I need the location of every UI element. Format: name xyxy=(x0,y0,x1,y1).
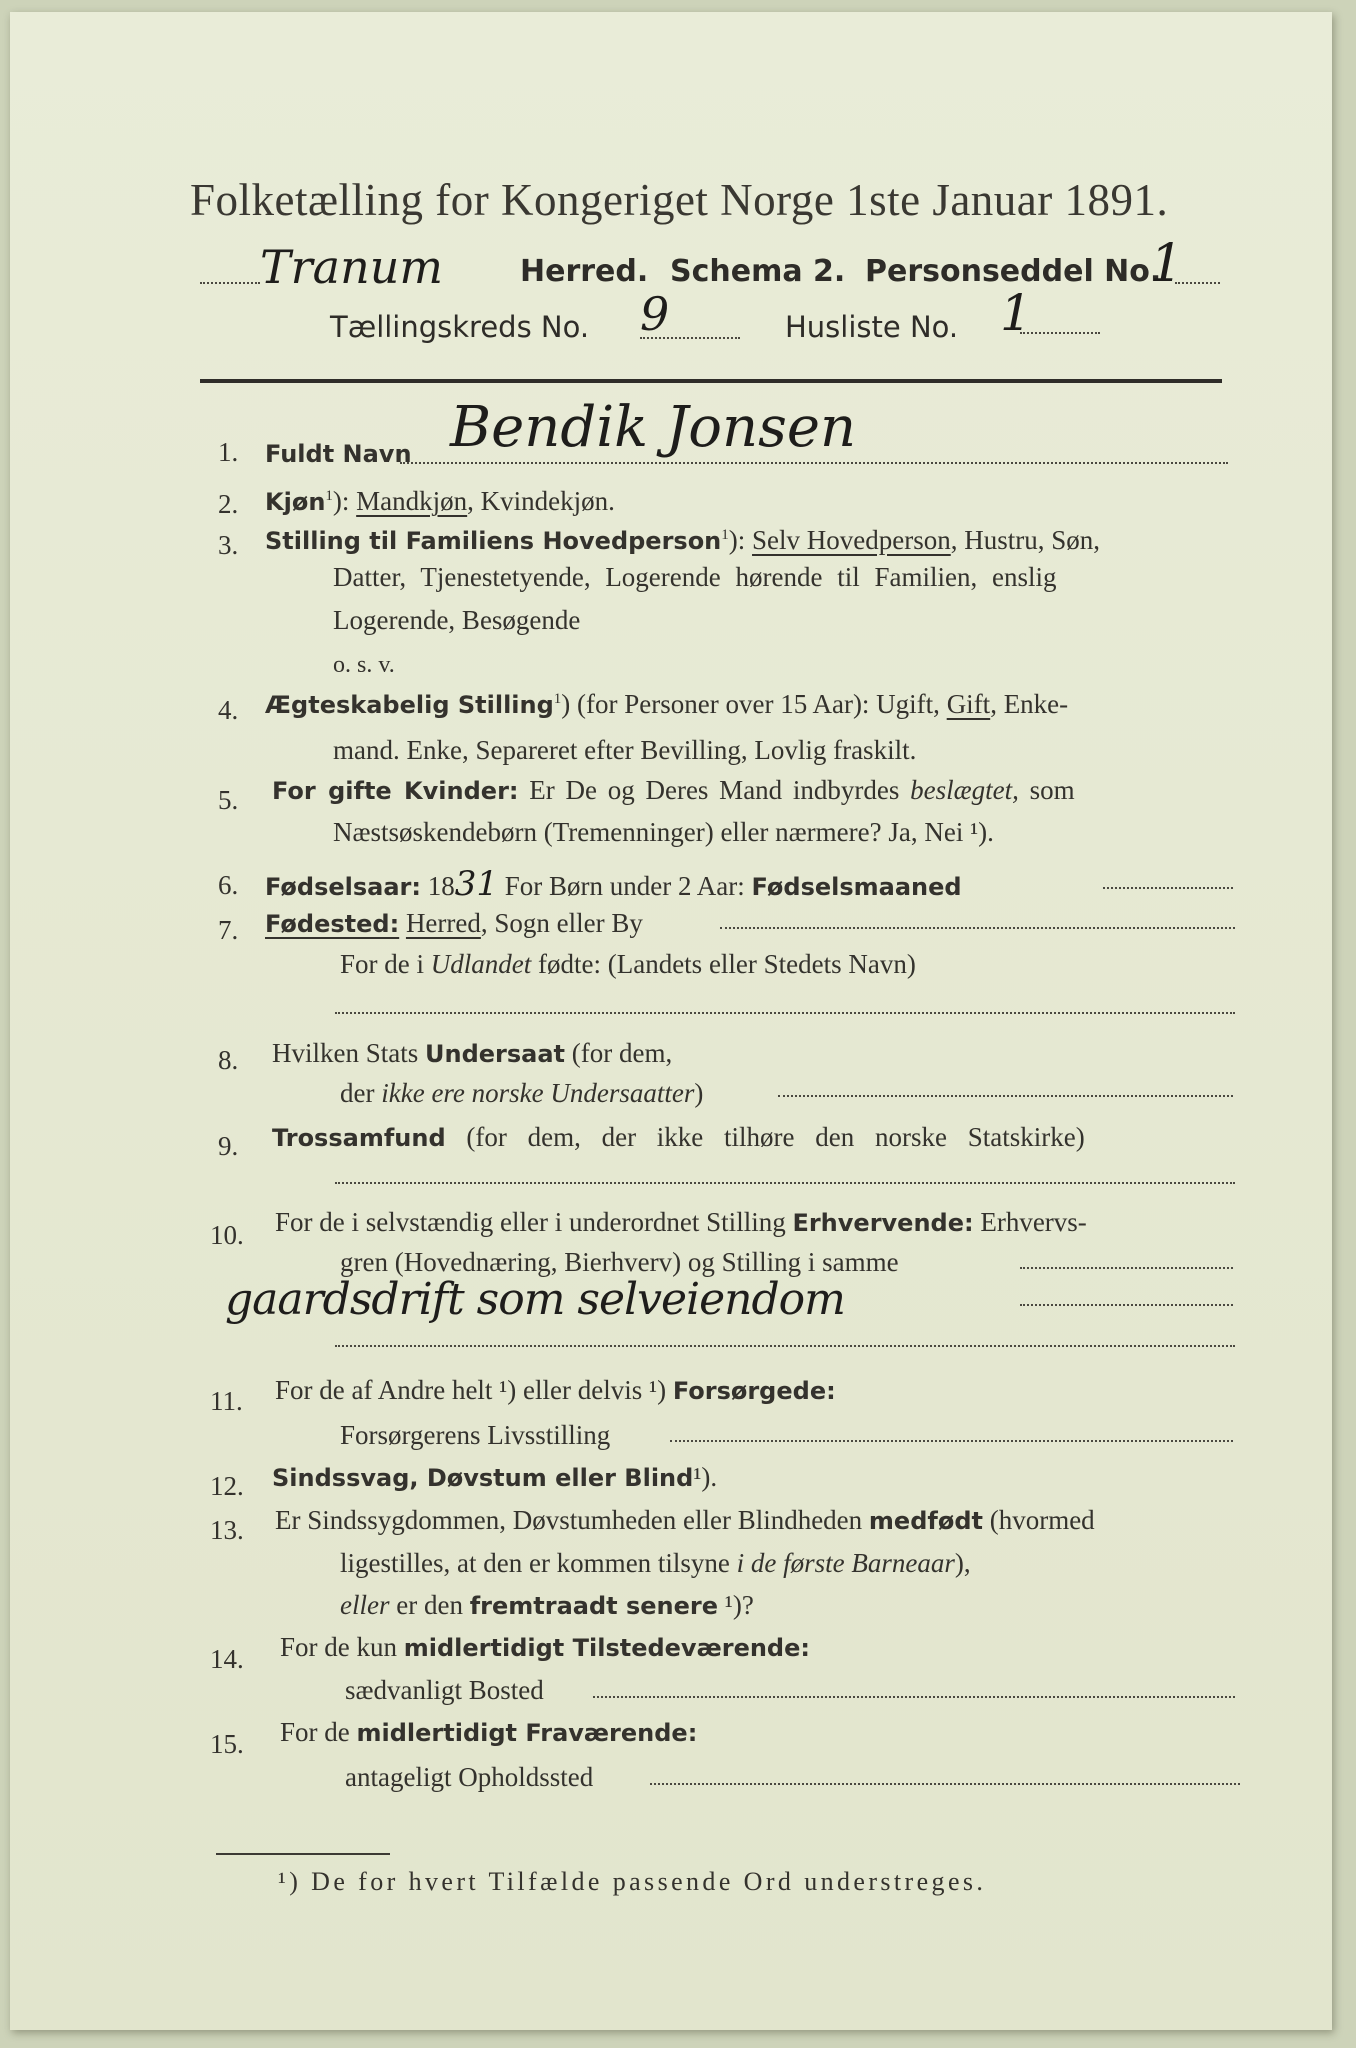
item-rest: (hvormed xyxy=(982,1505,1095,1535)
selected-option: Herred xyxy=(405,908,481,938)
dotted-line xyxy=(650,1783,1240,1785)
item-rest: Erhvervs- xyxy=(973,1207,1087,1237)
item-text xyxy=(275,1375,836,1406)
dotted-line xyxy=(1020,332,1100,334)
item-rest: For de i selvstændig eller i underordnet Stilling xyxy=(275,1207,793,1237)
item-rest: ): xyxy=(332,486,357,516)
item-number: 10. xyxy=(210,1220,244,1250)
item-number: 14. xyxy=(210,1644,244,1674)
item-rest: ¹)? xyxy=(718,1590,754,1620)
full-name-value: Bendik Jonsen xyxy=(450,395,857,460)
dotted-line xyxy=(670,1440,1233,1442)
herred-label: Herred. xyxy=(520,254,649,289)
item-italic: beslægtet, xyxy=(910,775,1019,805)
footnote-mark: 1 xyxy=(721,527,729,543)
personseddel-value: 1 xyxy=(1150,234,1184,294)
item-italic: eller xyxy=(340,1590,390,1620)
year-prefix: 18 xyxy=(421,871,455,901)
item-label: midlertidigt Fraværende: xyxy=(356,1719,698,1747)
item-rest: , Hustru, Søn, xyxy=(950,525,1101,555)
item-line: Forsørgerens Livsstilling xyxy=(340,1420,611,1450)
selected-option: Mandkjøn xyxy=(356,486,468,516)
schema-label: Schema 2. xyxy=(670,254,846,289)
item-number: 11. xyxy=(210,1386,243,1416)
item-label: Sindssvag, Døvstum eller Blind xyxy=(272,1464,694,1492)
item-label: Undersaat xyxy=(425,1040,566,1068)
item-text xyxy=(280,1717,697,1748)
item-text xyxy=(265,908,643,939)
item-rest: ) (for Personer over 15 Aar): Ugift, xyxy=(561,689,947,719)
item-rest: ) xyxy=(694,1078,704,1108)
footnote: ¹) De for hvert Tilfælde passende Ord understreges. xyxy=(278,1867,987,1896)
item-rest: For de af Andre helt ¹) eller delvis ¹) xyxy=(275,1375,673,1405)
item-rest: , Kvindekjøn. xyxy=(467,486,615,516)
item-label: medfødt xyxy=(868,1507,983,1535)
item-label: Fødselsmaaned xyxy=(751,873,962,901)
footnote-mark: 1 xyxy=(325,488,333,504)
personseddel-label: Personseddel No. xyxy=(865,254,1162,289)
dotted-line xyxy=(720,927,1235,929)
dotted-line xyxy=(778,1095,1233,1097)
item-text xyxy=(340,1590,754,1621)
item-rest: ¹). xyxy=(693,1462,718,1492)
item-text xyxy=(265,486,615,517)
birth-year-value: 31 xyxy=(454,864,499,904)
selected-option: Gift xyxy=(946,689,991,719)
item-number: 1. xyxy=(218,437,239,467)
item-text xyxy=(275,1207,1087,1238)
dotted-line xyxy=(1020,1267,1233,1269)
selected-option: Selv Hovedperson xyxy=(752,525,951,555)
item-line: sædvanligt Bosted xyxy=(345,1675,544,1705)
item-line: Datter, Tjenestetyende, Logerende hørende til Familien, enslig xyxy=(333,562,1057,592)
item-rest: fødte: (Landets eller Stedets Navn) xyxy=(531,949,916,979)
footnote-mark: 1 xyxy=(553,691,562,707)
item-rest: (for dem, xyxy=(565,1038,673,1068)
item-rest: ): xyxy=(728,525,753,555)
item-text xyxy=(275,1505,1095,1536)
item-rest: ), xyxy=(954,1548,971,1578)
item-number: 6. xyxy=(218,870,239,900)
item-line: gren (Hovednæring, Bierhverv) og Stilling i samme xyxy=(340,1247,899,1277)
item-text xyxy=(265,689,1068,720)
item-label: Erhvervende: xyxy=(792,1209,974,1237)
husliste-label: Husliste No. xyxy=(785,310,959,344)
item-label: Kjøn xyxy=(265,488,326,516)
item-rest: er den xyxy=(389,1590,470,1620)
item-rest: , Sogn eller By xyxy=(480,908,643,938)
dotted-line xyxy=(640,337,740,339)
kreds-label: Tællingskreds No. xyxy=(330,310,590,344)
item-rest: Hvilken Stats xyxy=(272,1038,425,1068)
item-label: Forsørgede: xyxy=(672,1377,836,1405)
item-line: Næstsøskendebørn (Tremenninger) eller nærmere? Ja, Nei ¹). xyxy=(333,817,994,847)
item-text xyxy=(265,864,962,904)
item-rest: For de xyxy=(280,1717,357,1747)
item-rest: ligestilles, at den er kommen tilsyne xyxy=(340,1548,737,1578)
dotted-line xyxy=(335,1182,1235,1184)
item-line: Logerende, Besøgende xyxy=(333,605,581,635)
item-text xyxy=(272,1038,672,1069)
item-label: For gifte Kvinder: xyxy=(272,777,519,805)
dotted-line xyxy=(335,1345,1235,1347)
item-line: antageligt Opholdssted xyxy=(345,1762,594,1792)
item-rest: For de i xyxy=(340,949,431,979)
item-rest: Er De og Deres Mand indbyrdes xyxy=(518,775,911,805)
item-label: fremtraadt senere xyxy=(469,1592,719,1620)
dotted-line xyxy=(200,282,260,284)
item-number: 9. xyxy=(218,1131,239,1161)
item-number: 13. xyxy=(210,1515,244,1545)
dotted-line xyxy=(1020,1304,1233,1306)
item-rest: der xyxy=(340,1078,382,1108)
item-text xyxy=(340,1548,971,1579)
item-italic: i de første Barneaar xyxy=(736,1548,955,1578)
item-rest: For Børn under 2 Aar: xyxy=(498,871,752,901)
item-rest: For de kun xyxy=(280,1632,404,1662)
herred-value: Tranum xyxy=(260,240,443,294)
item-number: 3. xyxy=(218,530,239,560)
item-label: Fødselsaar: xyxy=(265,873,421,901)
item-label: Ægteskabelig Stilling xyxy=(265,691,554,719)
dotted-line xyxy=(335,1012,1235,1014)
item-label: Stilling til Familiens Hovedperson xyxy=(265,527,722,555)
item-label: midlertidigt Tilstedeværende: xyxy=(403,1634,810,1662)
item-text xyxy=(280,1632,810,1663)
item-text xyxy=(272,1462,717,1493)
item-italic: Udlandet xyxy=(430,949,532,979)
item-line: mand. Enke, Separeret efter Bevilling, Lovlig fraskilt. xyxy=(333,735,917,765)
item-rest: Er Sindssygdommen, Døvstumheden eller Blindheden xyxy=(275,1505,869,1535)
item-rest: som xyxy=(1018,775,1075,805)
item-label: Trossamfund xyxy=(272,1124,446,1152)
item-number: 4. xyxy=(218,695,239,725)
item-text xyxy=(340,949,916,980)
item-italic: ikke ere norske Undersaatter xyxy=(381,1078,695,1108)
item-number: 12. xyxy=(210,1471,244,1501)
item-rest: , Enke- xyxy=(990,689,1069,719)
dotted-line xyxy=(400,462,1228,464)
item-text xyxy=(272,775,1075,806)
item-number: 5. xyxy=(218,785,239,815)
item-number: 2. xyxy=(218,489,239,519)
item-number: 15. xyxy=(210,1729,244,1759)
selected-option: Fødested: xyxy=(265,910,400,938)
form-title: Folketælling for Kongeriget Norge 1ste Januar 1891. xyxy=(190,175,1169,225)
item-text xyxy=(340,1078,703,1109)
item-label: Fuldt Navn xyxy=(265,440,412,468)
dotted-line xyxy=(593,1696,1235,1698)
header-rule xyxy=(200,379,1222,383)
item-line: o. s. v. xyxy=(333,652,395,678)
kreds-value: 9 xyxy=(640,287,670,341)
dotted-line xyxy=(1175,282,1220,284)
item-text xyxy=(265,525,1100,556)
item-text xyxy=(272,1122,1085,1153)
footnote-rule xyxy=(216,1853,390,1855)
census-form-page xyxy=(10,12,1332,2030)
item-rest: (for dem, der ikke tilhøre den norske Statskirke) xyxy=(445,1122,1085,1152)
item-number: 7. xyxy=(218,915,239,945)
item-number: 8. xyxy=(218,1045,239,1075)
dotted-line xyxy=(1103,887,1233,889)
husliste-value: 1 xyxy=(1000,284,1032,342)
occupation-value: gaardsdrift som selveiendom xyxy=(225,1274,845,1325)
